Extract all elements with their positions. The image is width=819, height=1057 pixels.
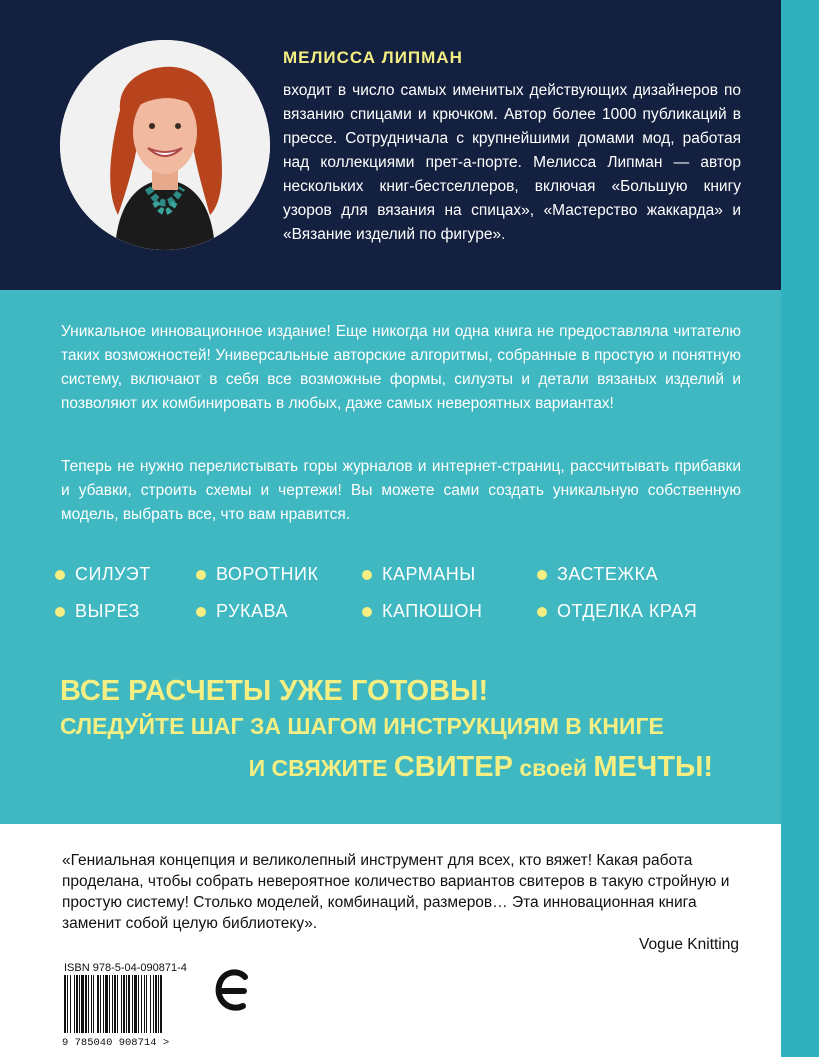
barcode-bar	[112, 975, 113, 1033]
author-name: МЕЛИССА ЛИПМАН	[283, 48, 463, 67]
bullet-dot-icon	[537, 607, 547, 617]
bullet-dot-icon	[55, 570, 65, 580]
barcode-bar	[155, 975, 157, 1033]
bullet-dot-icon	[537, 570, 547, 580]
bullet-dot-icon	[362, 607, 372, 617]
feature-item: РУКАВА	[196, 601, 288, 622]
feature-item: ЗАСТЕЖКА	[537, 564, 658, 585]
barcode	[62, 975, 200, 1047]
quote-source: Vogue Knitting	[639, 936, 739, 953]
bullet-dot-icon	[196, 570, 206, 580]
barcode-bar	[123, 975, 125, 1033]
barcode-bar	[85, 975, 87, 1033]
feature-item: ВОРОТНИК	[196, 564, 318, 585]
barcode-bar	[81, 975, 84, 1033]
barcode-bar	[67, 975, 68, 1033]
spine-strip	[781, 0, 819, 1057]
barcode-bar	[150, 975, 151, 1033]
barcode-bar	[91, 975, 92, 1033]
barcode-bar	[141, 975, 142, 1033]
review-quote: «Гениальная концепция и великолепный инструмент для всех, кто вяжет! Какая работа проделана, чтобы собрать невероятное количество вариантов свитеров в такую стройную и простую систему! Столько моделей, комбинаций, размеров… Эта инновационная книга заменит собой целую библиотеку».	[62, 852, 730, 932]
barcode-bar	[160, 975, 162, 1033]
barcode-bar	[121, 975, 122, 1033]
author-portrait-illustration	[60, 40, 270, 250]
barcode-bar	[138, 975, 139, 1033]
feature-item: СИЛУЭТ	[55, 564, 151, 585]
description-paragraph-2: Теперь не нужно перелистывать горы журналов и интернет-страниц, рассчитывать прибавки и убавки, строить схемы и чертежи! Вы можете сами создать уникальную собственную модель, выбрать все, что вам нравится.	[61, 458, 741, 523]
author-portrait	[60, 40, 270, 250]
barcode-bar	[64, 975, 66, 1033]
publisher-logo-icon	[214, 968, 252, 1014]
barcode-bar	[134, 975, 137, 1033]
barcode-bar	[88, 975, 89, 1033]
barcode-bar	[74, 975, 75, 1033]
barcode-bar	[109, 975, 110, 1033]
barcode-bar	[100, 975, 101, 1033]
headline-line-1: ВСЕ РАСЧЕТЫ УЖЕ ГОТОВЫ!	[60, 675, 489, 707]
feature-item: КАПЮШОН	[362, 601, 482, 622]
barcode-bar	[76, 975, 78, 1033]
feature-item: КАРМАНЫ	[362, 564, 476, 585]
feature-item: ОТДЕЛКА КРАЯ	[537, 601, 697, 622]
barcode-bar	[79, 975, 80, 1033]
barcode-bar	[70, 975, 71, 1033]
bullet-dot-icon	[196, 607, 206, 617]
description-section	[0, 290, 781, 824]
barcode-digits: 9 785040 908714 >	[62, 1037, 170, 1047]
barcode-bar	[114, 975, 116, 1033]
barcode-bar	[126, 975, 127, 1033]
author-section	[0, 0, 781, 290]
barcode-bar	[93, 975, 94, 1033]
bullet-dot-icon	[55, 607, 65, 617]
barcode-bar	[153, 975, 154, 1033]
barcode-bar	[97, 975, 99, 1033]
headline-line-3: И СВЯЖИТЕ СВИТЕР своей МЕЧТЫ!	[248, 751, 713, 783]
barcode-bar	[128, 975, 130, 1033]
author-bio: входит в число самых именитых действующих дизайнеров по вязанию спицами и крючком. Автор более 1000 публикаций в прессе. Сотрудничала с крупнейшими домами мод, работая над коллекциями прет-а-порте. Мелисса Липман — автор нескольких книг-бестселлеров, включая «Большую книгу узоров для вязания на спицах», «Мастерство жаккарда» и «Вязание изделий по фигуре».	[283, 82, 741, 243]
barcode-bar	[146, 975, 147, 1033]
barcode-bar	[105, 975, 108, 1033]
headline-line-2: СЛЕДУЙТЕ ШАГ ЗА ШАГОМ ИНСТРУКЦИЯМ В КНИГЕ	[60, 713, 664, 739]
barcode-bar	[158, 975, 159, 1033]
isbn-label: ISBN 978-5-04-090871-4	[64, 962, 187, 974]
barcode-bar	[144, 975, 145, 1033]
description-paragraph-1: Уникальное инновационное издание! Еще никогда ни одна книга не предоставляла читателю таких возможностей! Универсальные авторские алгоритмы, собранные в простую и понятную систему, включают в себя все возможные формы, силуэты и детали вязаных изделий и позволяют их комбинировать в любых, даже самых невероятных вариантах!	[61, 323, 741, 412]
feature-item: ВЫРЕЗ	[55, 601, 140, 622]
bullet-dot-icon	[362, 570, 372, 580]
barcode-bar	[103, 975, 104, 1033]
barcode-bar	[117, 975, 118, 1033]
barcode-bar	[132, 975, 133, 1033]
